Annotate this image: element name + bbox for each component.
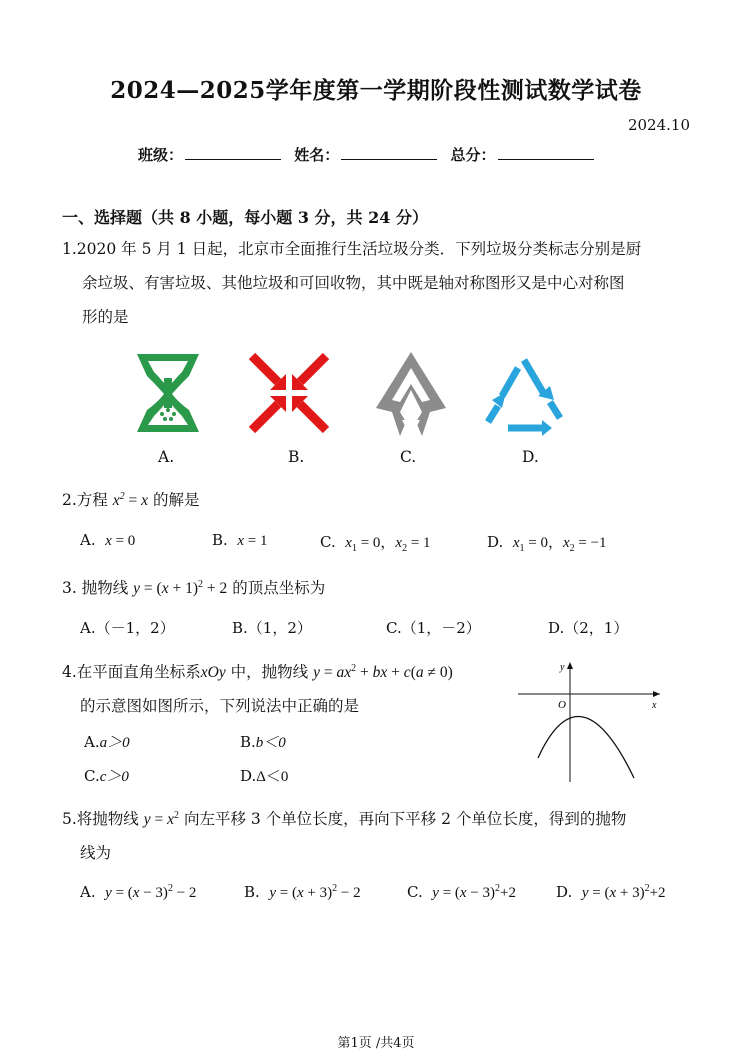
q4-stem: 4.在平面直角坐标系xOy 中，抛物线 $y = ax^2$ + bx + c(a ≠ 0): [62, 663, 453, 682]
y-axis-label: y: [560, 662, 565, 673]
q2-equation: $x^2 = x$: [112, 491, 149, 510]
q5-stem: 5.将抛物线 $y = x^2$ 向左平移 3 个单位长度，再向下平移 2 个单位长度，得到的抛物: [62, 810, 627, 829]
q4-option-b: B.b＜0: [240, 733, 286, 751]
q2-option-c: C. $x_1 = 0$，$x_2 = 1$: [320, 533, 431, 554]
q3-option-c: C.（1，－2）: [386, 619, 481, 637]
name-label: 姓名：: [294, 146, 340, 164]
q4-option-d: D.Δ＜0: [240, 767, 289, 785]
q3-equation: $y = (x + 1)^2 + 2$: [133, 579, 228, 598]
section-heading: 一、选择题（共 8 小题，每小题 3 分，共 24 分）: [62, 208, 428, 227]
q2-option-b: B. x = 1: [212, 531, 268, 549]
q3-prefix: 3. 抛物线: [62, 579, 129, 598]
q3-stem: [62, 568, 325, 606]
class-label: 班级：: [138, 146, 184, 164]
other-waste-icon: [372, 350, 450, 438]
parabola-curve: [538, 717, 634, 778]
q5-option-c: C. $y = (x - 3)^2+2$: [407, 883, 517, 901]
page-footer: 第1页 /共4页: [337, 1036, 415, 1051]
origin-label: O: [558, 699, 566, 711]
q1-option-d-label: D.: [522, 448, 539, 466]
exam-date: 2024.10: [627, 116, 690, 134]
q4-coord-system: xOy: [200, 664, 226, 682]
q5-option-a: A. $y = (x - 3)^2 - 2$: [80, 883, 197, 901]
q3-option-d: D.（2，1）: [548, 619, 629, 637]
recyclable-icon: [480, 352, 570, 436]
score-blank[interactable]: [498, 145, 594, 160]
q5-line2: 线为: [80, 844, 112, 862]
q4-option-a: A.a＞0: [84, 733, 130, 751]
class-blank[interactable]: [185, 145, 281, 160]
hazardous-waste-icon: [248, 352, 330, 434]
q4-equation: $y = ax^2$ + bx + c(a ≠ 0): [313, 663, 453, 682]
q3-suffix: 的顶点坐标为: [232, 579, 326, 598]
q4-option-c: C.c＞0: [84, 767, 129, 785]
q1-option-a-label: A.: [158, 448, 175, 466]
page-title: 2024—2025学年度第一学期阶段性测试数学试卷: [110, 77, 642, 104]
q5-option-d: D. $y = (x + 3)^2+2$: [556, 883, 666, 901]
q1-option-b-label: B.: [288, 448, 305, 466]
q1-line3: 形的是: [82, 308, 129, 326]
q4-parabola-graph: [514, 658, 664, 784]
q3-option-b: B.（1，2）: [232, 619, 312, 637]
q2-option-a: A. x = 0: [80, 531, 136, 549]
q5-equation: $y = x^2$: [143, 810, 180, 829]
score-label: 总分：: [450, 146, 496, 164]
student-info-line: [138, 144, 602, 165]
q3-option-a: A.（－1，2）: [80, 619, 175, 637]
q2-stem: [62, 480, 199, 518]
x-axis-arrow: [653, 691, 660, 697]
name-blank[interactable]: [341, 145, 437, 160]
q1-line2: 余垃圾、有害垃圾、其他垃圾和可回收物，其中既是轴对称图形又是中心对称图: [82, 274, 625, 292]
q4-line2: 的示意图如图所示，下列说法中正确的是: [80, 697, 360, 715]
q1-line1: 1.2020 年 5 月 1 日起，北京市全面推行生活垃圾分类．下列垃圾分类标志分别是厨: [62, 240, 642, 258]
q2-option-d: D. $x_1 = 0$，$x_2 = -1$: [487, 533, 607, 554]
q1-option-c-label: C.: [400, 448, 417, 466]
q2-prefix: 2.方程: [62, 491, 108, 510]
q2-suffix: 的解是: [152, 491, 200, 510]
q5-option-b: B. $y = (x + 3)^2 - 2$: [244, 883, 361, 901]
kitchen-waste-icon: [132, 352, 204, 434]
x-axis-label: x: [652, 700, 657, 711]
y-axis-arrow: [567, 662, 573, 669]
